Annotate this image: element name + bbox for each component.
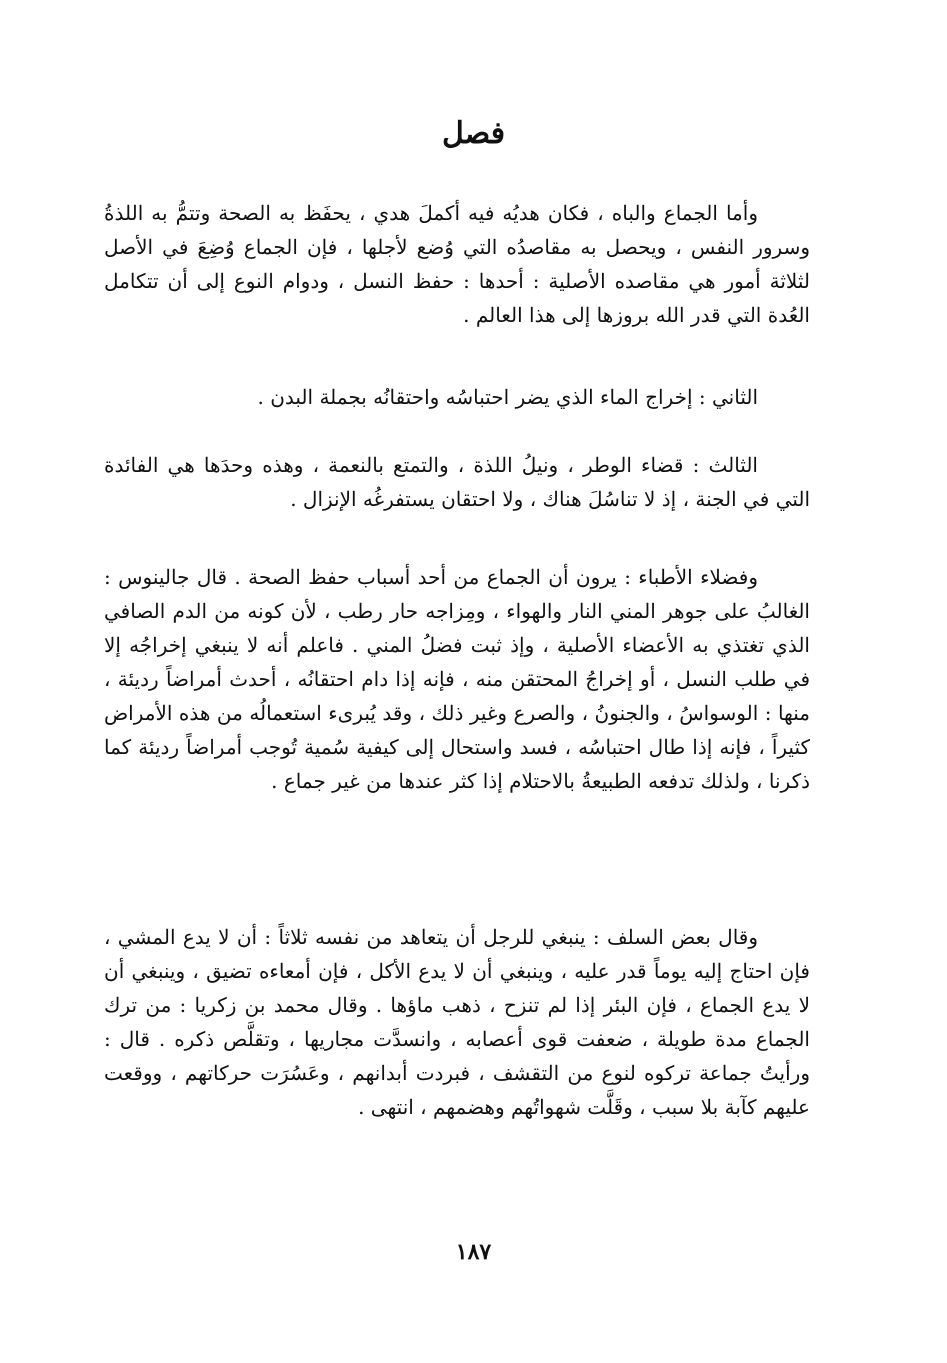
paragraph-2: الثاني : إخراج الماء الذي يضر احتباسُه واحتقانُه بجملة البدن .	[257, 385, 758, 409]
section-heading: فصل	[441, 116, 506, 151]
paragraph-1: وأما الجماع والباه ، فكان هديُه فيه أكملَ هدي ، يحفَظ به الصحة وتتمُّ به اللذةُ وسرور النفس ، ويحصل به مقاصدُه التي وُضع لأجلها ، فإن الجماع وُضِعَ في الأصل لثلاثة أمور هي مقاصده الأصلية : أحدها : حفظ النسل ، ودوام النوع إلى أن تتكامل العُدة التي قدر الله بروزها إلى هذا العالم .	[104, 201, 810, 327]
paragraph-5: وقال بعض السلف : ينبغي للرجل أن يتعاهد من نفسه ثلاثاً : أن لا يدع المشي ، فإن احتاج إليه يوماً قدر عليه ، وينبغي أن لا يدع الأكل ، فإن أمعاءه تضيق ، وينبغي أن لا يدع الجماع ، فإن البئر إذا لم تنزح ، ذهب ماؤها . وقال محمد بن زكريا : من ترك الجماع مدة طويلة ، ضعفت قوى أعصابه ، وانسدَّت مجاريها ، وتقلَّص ذكره . قال : ورأيتُ جماعة تركوه لنوع من التقشف ، فبردت أبدانهم ، وعَسُرَت حركاتهم ، ووقعت عليهم كآبة بلا سبب ، وقَلَّت شهواتُهم وهضمهم ، انتهى .	[104, 925, 810, 1119]
paragraph-4: وفضلاء الأطباء : يرون أن الجماع من أحد أسباب حفظ الصحة . قال جالينوس : الغالبُ على جوهر المني النار والهواء ، ومِزاجه حار رطب ، لأن كونه من الدم الصافي الذي تغتذي به الأعضاء الأصلية ، وإذ ثبت فضلُ المني . فاعلم أنه لا ينبغي إخراجُه إلا في طلب النسل ، أو إخراجُ المحتقن منه ، فإنه إذا دام احتقانُه ، أحدث أمراضاً رديئة ، منها : الوسواسُ ، والجنونُ ، والصرع وغير ذلك ، وقد يُبرىء استعمالُه من هذه الأمراض كثيراً ، فإنه إذا طال احتباسُه ، فسد واستحال إلى كيفية سُمية تُوجب أمراضاً رديئة كما ذكرنا ، ولذلك تدفعه الطبيعةُ بالاحتلام إذا كثر عندها من غير جماع .	[104, 565, 811, 793]
page-number: ١٨٧	[455, 1239, 492, 1265]
paragraph-3: الثالث : قضاء الوطر ، ونيلُ اللذة ، والتمتع بالنعمة ، وهذه وحدَها هي الفائدة التي في الجنة ، إذ لا تناسُلَ هناك ، ولا احتقان يستفرغُه الإنزال .	[104, 453, 810, 511]
